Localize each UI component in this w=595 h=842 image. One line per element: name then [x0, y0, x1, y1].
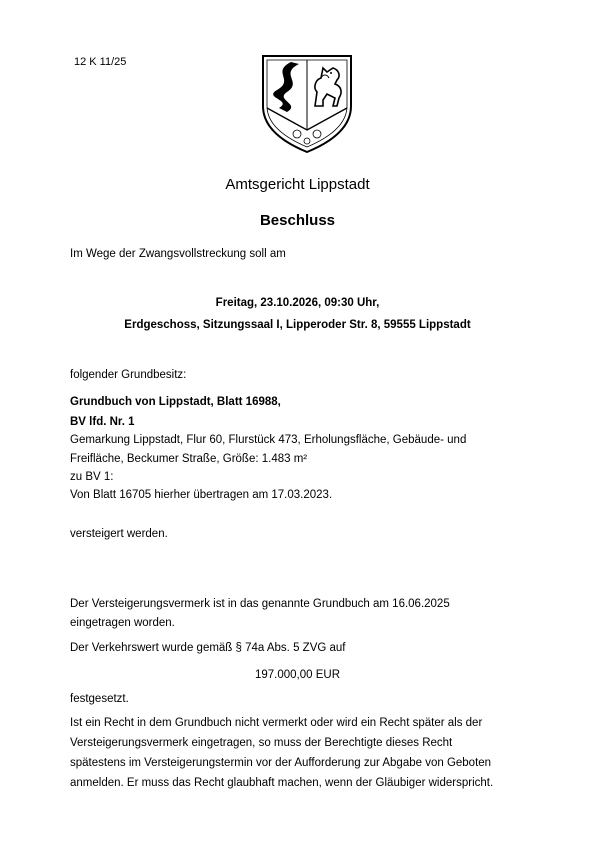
- property-register: Grundbuch von Lippstadt, Blatt 16988,: [70, 396, 281, 408]
- value-outro: festgesetzt.: [70, 693, 129, 705]
- value-intro: Der Verkehrswert wurde gemäß § 74a Abs. 5 ZVG auf: [70, 642, 346, 654]
- nrw-coat-of-arms-icon: [257, 48, 357, 156]
- file-number: 12 K 11/25: [74, 56, 127, 68]
- notice-line: eingetragen worden.: [70, 617, 175, 629]
- document-title: Beschluss: [259, 212, 336, 229]
- property-line: zu BV 1:: [70, 471, 114, 483]
- notice-line: Der Versteigerungsvermerk ist in das genannte Grundbuch am 16.06.2025: [70, 598, 450, 610]
- rights-line: anmelden. Er muss das Recht glaubhaft machen, wenn der Gläubiger widerspricht.: [70, 777, 494, 789]
- court-name: Amtsgericht Lippstadt: [225, 176, 370, 193]
- intro-text: Im Wege der Zwangsvollstreckung soll am: [70, 248, 286, 260]
- property-heading: folgender Grundbesitz:: [70, 369, 187, 381]
- rights-line: Versteigerungsvermerk eingetragen, so muss der Berechtigte dieses Recht: [70, 737, 453, 749]
- property-line: Von Blatt 16705 hierher übertragen am 17.03.2023.: [70, 489, 333, 501]
- auction-phrase: versteigert werden.: [70, 528, 168, 540]
- appointment-date: Freitag, 23.10.2026, 09:30 Uhr,: [215, 297, 380, 309]
- property-line: Freifläche, Beckumer Straße, Größe: 1.483 m²: [70, 453, 308, 465]
- property-line: Gemarkung Lippstadt, Flur 60, Flurstück 473, Erholungsfläche, Gebäude- und: [70, 434, 467, 446]
- rights-line: Ist ein Recht in dem Grundbuch nicht vermerkt oder wird ein Recht später als der: [70, 717, 483, 729]
- market-value-amount: 197.000,00 EUR: [254, 669, 341, 681]
- appointment-location: Erdgeschoss, Sitzungssaal I, Lipperoder Str. 8, 59555 Lippstadt: [124, 319, 471, 331]
- property-bv-number: BV lfd. Nr. 1: [70, 416, 135, 428]
- rights-line: spätestens im Versteigerungstermin vor der Aufforderung zur Abgabe von Geboten: [70, 757, 492, 769]
